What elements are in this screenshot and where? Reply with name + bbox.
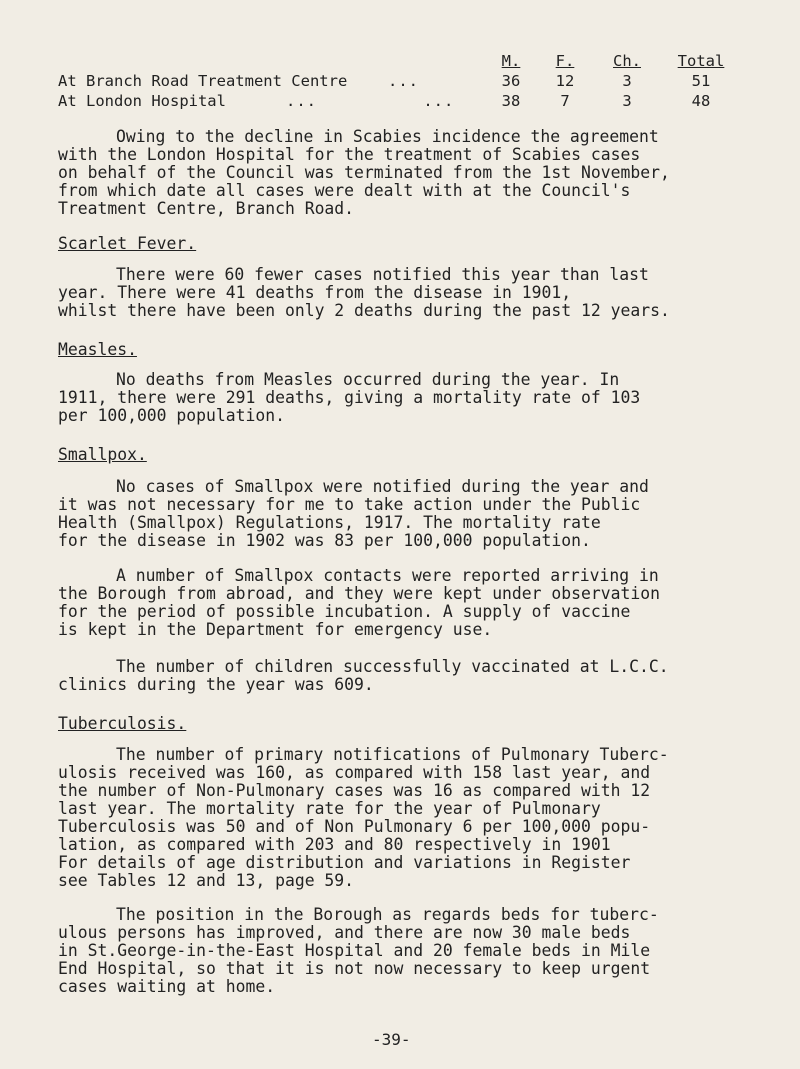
row-dots: ... [388,72,419,90]
smallpox-paragraph-2: A number of Smallpox contacts were reported arriving in the Borough from abroad, and they were kept under observation for the period of possible incubation. A supply of vaccine is kept in the Department for emergency use. [58,566,660,639]
scabies-table [58,52,738,112]
row-total: 51 [691,72,711,90]
tuberculosis-paragraph-2: The position in the Borough as regards beds for tuberc- ulous persons has improved, and there are now 30 male beds in St.George-in-the-East Hospital and 20 female beds in Mile End Hospital, so that it is not now necessary to keep urgent cases waiting at home. [58,905,659,996]
measles-paragraph: No deaths from Measles occurred during the year. In 1911, there were 291 deaths, giving a mortality rate of 103 per 100,000 population. [58,370,641,425]
scabies-paragraph: Owing to the decline in Scabies incidence the agreement with the London Hospital for the treatment of Scabies cases on behalf of the Council was terminated from the 1st November, from which date all cases were dealt with at the Council's Treatment Centre, Branch Road. [58,127,670,218]
header-total: Total [677,52,725,70]
header-children: Ch. [613,52,641,70]
heading-measles: Measles. [58,340,137,359]
row-female: 7 [560,92,570,110]
row-male: 38 [501,92,521,110]
header-female: F. [555,52,575,70]
header-male: M. [501,52,521,70]
row-label: At Branch Road Treatment Centre [58,72,348,90]
table-header [58,52,738,72]
smallpox-paragraph-1: No cases of Smallpox were notified during the year and it was not necessary for me to take action under the Public Health (Smallpox) Regulations, 1917. The mortality rate for the disease in 1902 was 83 per 100,000 population. [58,477,649,550]
tuberculosis-paragraph-1: The number of primary notifications of Pulmonary Tuberc- ulosis received was 160, as compared with 158 last year, and the number of Non-Pulmonary cases was 16 as compared with 12 last year. The mortality rate for the year of Pulmonary Tuberculosis was 50 and of Non Pulmonary 6 per 100,000 popu- lation, as compared with 203 and 80 respectively in 1901 For details of age distribution and variations in Register see Tables 12 and 13, page 59. [58,745,669,890]
smallpox-paragraph-3: The number of children successfully vaccinated at L.C.C. clinics during the year was 609. [58,657,669,694]
row-dots: ... ... [286,92,455,110]
row-label: At London Hospital [58,92,226,110]
heading-scarlet-fever: Scarlet Fever. [58,234,197,253]
row-male: 36 [501,72,521,90]
table-row [58,92,738,112]
row-children: 3 [622,92,632,110]
heading-tuberculosis: Tuberculosis. [58,714,187,733]
heading-smallpox: Smallpox. [58,445,147,464]
table-row [58,72,738,92]
page-number: -39- [372,1030,411,1049]
row-children: 3 [622,72,632,90]
row-total: 48 [691,92,711,110]
scarlet-fever-paragraph: There were 60 fewer cases notified this year than last year. There were 41 deaths from the disease in 1901, whilst there have been only 2 deaths during the past 12 years. [58,265,670,320]
row-female: 12 [555,72,575,90]
